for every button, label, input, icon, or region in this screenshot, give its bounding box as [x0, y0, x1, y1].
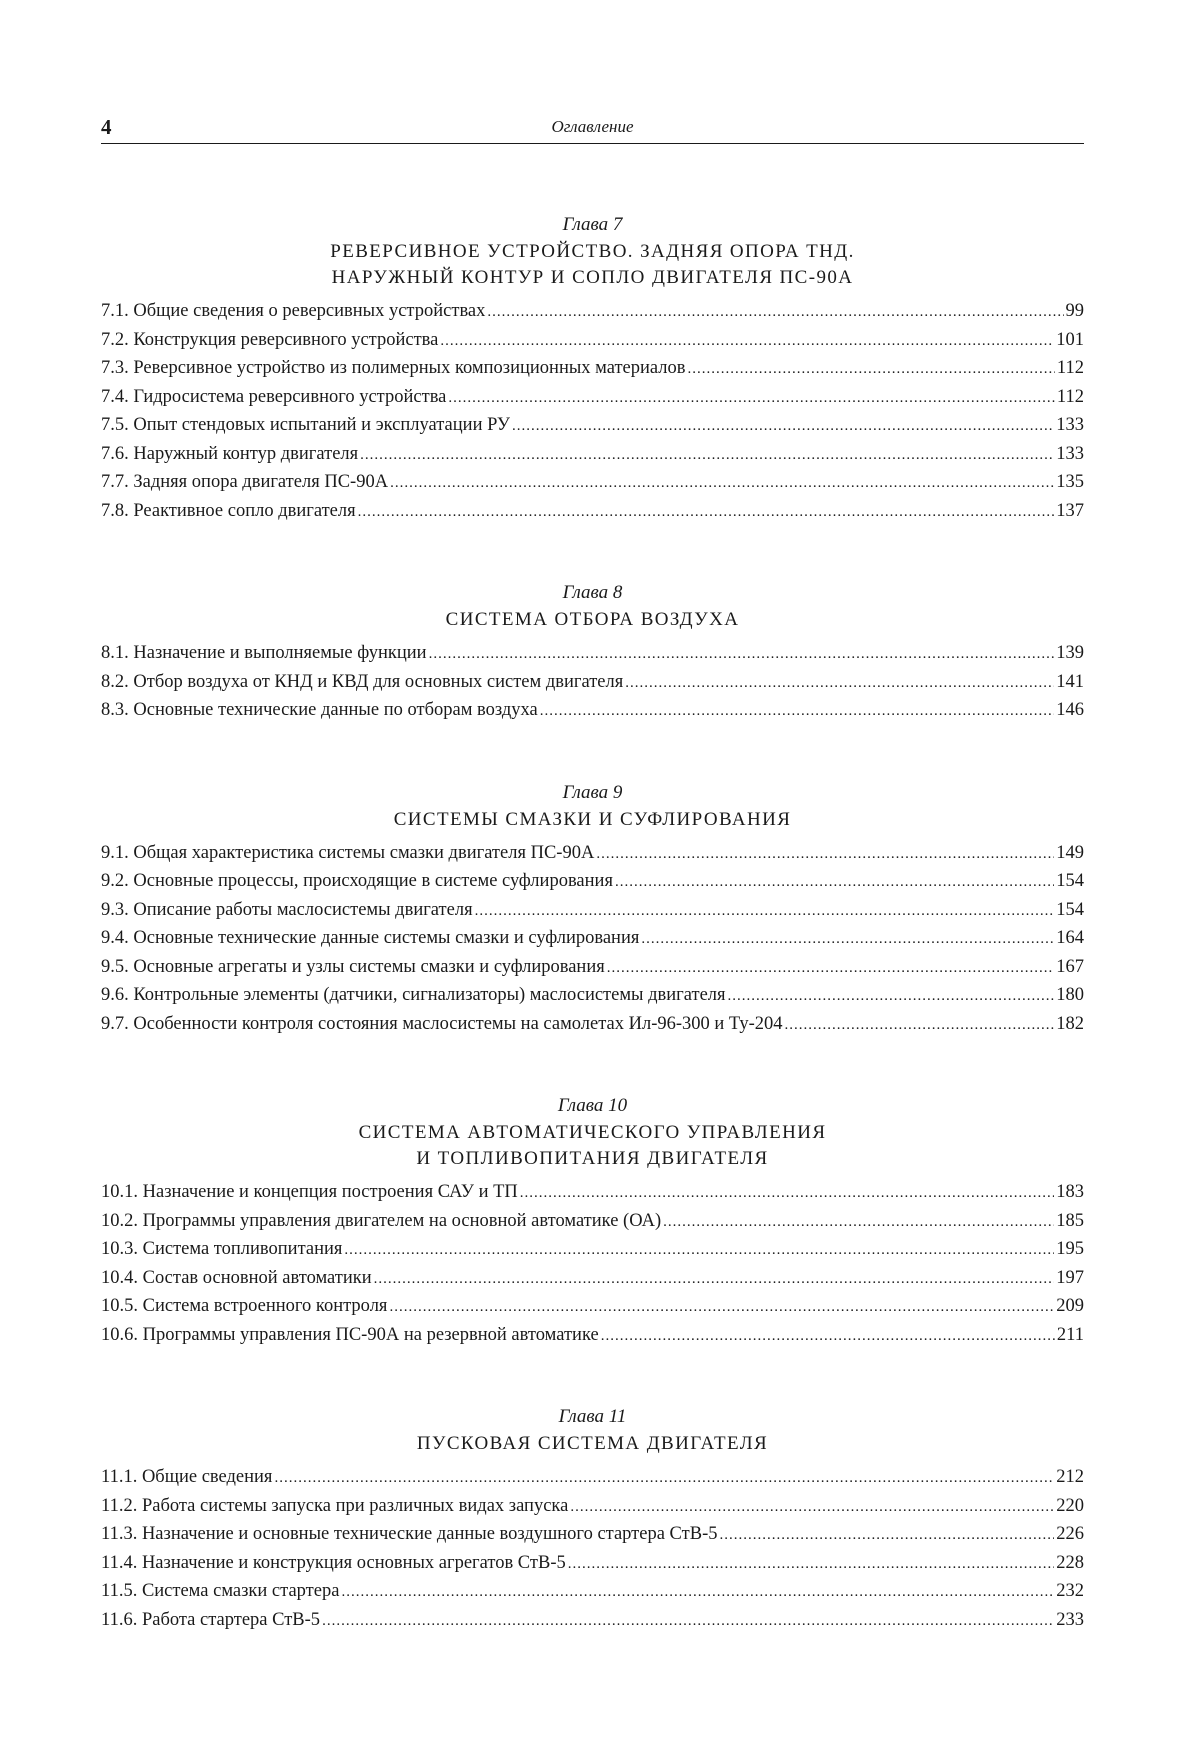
toc-entry-title: 10.4. Состав основной автоматики: [101, 1267, 372, 1288]
chapter-section: [101, 1405, 1084, 1635]
toc-entry-page: 212: [1056, 1467, 1084, 1487]
toc-entry-title: 8.1. Назначение и выполняемые функции: [101, 643, 427, 663]
dot-leader: [475, 897, 1055, 926]
chapter-label: Глава 9: [562, 781, 623, 803]
chapter-label: Глава 10: [557, 1095, 628, 1116]
chapter-label: Глава 7: [562, 214, 623, 235]
toc-entry-title: 7.1. Общие сведения о реверсивных устройствах: [101, 301, 486, 321]
dot-leader: [512, 412, 1054, 441]
toc-entry-title: 9.7. Особенности контроля состояния маслосистемы на самолетах Ил-96-300 и Ту-204: [101, 1013, 783, 1034]
page-header: [101, 113, 1084, 144]
dot-leader: [344, 1236, 1054, 1265]
dot-leader: [615, 868, 1054, 897]
chapter-title: [101, 239, 1084, 291]
dot-leader: [601, 1322, 1055, 1351]
toc-entry-title: 9.1. Общая характеристика системы смазки двигателя ПС-90А: [101, 842, 595, 863]
running-title: Оглавление: [551, 117, 634, 136]
dot-leader: [374, 1265, 1055, 1294]
chapter-section: [101, 581, 1084, 726]
toc-entry-page: 99: [1065, 301, 1084, 321]
toc-entry-page: 154: [1056, 899, 1084, 920]
dot-leader: [487, 298, 1063, 327]
toc-entry[interactable]: [101, 868, 1084, 897]
table-of-contents: [101, 213, 1084, 1690]
toc-entry[interactable]: [101, 1521, 1084, 1550]
toc-entry-title: 11.5. Система смазки стартера: [101, 1581, 340, 1601]
toc-entry-title: 9.4. Основные технические данные системы смазки и суфлирования: [101, 928, 640, 948]
toc-entry[interactable]: [101, 640, 1084, 669]
toc-entry[interactable]: [101, 1493, 1084, 1522]
toc-entry[interactable]: [101, 1208, 1084, 1237]
chapter-title-line: ПУСКОВАЯ СИСТЕМА ДВИГАТЕЛЯ: [416, 1433, 769, 1454]
chapter-section: [101, 781, 1084, 1040]
toc-entry[interactable]: [101, 384, 1084, 413]
toc-entry-title: 10.3. Система топливопитания: [101, 1239, 343, 1259]
chapter-title-line: СИСТЕМА ОТБОРА ВОЗДУХА: [445, 609, 740, 630]
dot-leader: [596, 840, 1054, 869]
toc-entry-title: 9.2. Основные процессы, происходящие в системе суфлирования: [101, 871, 613, 891]
toc-entry-page: 232: [1056, 1581, 1084, 1601]
chapter-title-line: СИСТЕМА АВТОМАТИЧЕСКОГО УПРАВЛЕНИЯ: [358, 1122, 827, 1143]
dot-leader: [540, 697, 1055, 726]
chapter-title: [101, 1120, 1084, 1172]
toc-entry-title: 9.5. Основные агрегаты и узлы системы смазки и суфлирования: [101, 956, 605, 977]
chapter-title-line: И ТОПЛИВОПИТАНИЯ ДВИГАТЕЛЯ: [416, 1148, 769, 1169]
toc-entry[interactable]: [101, 1265, 1084, 1294]
dot-leader: [570, 1493, 1054, 1522]
toc-entry-page: 133: [1056, 415, 1084, 435]
dot-leader: [568, 1550, 1055, 1579]
toc-entry-page: 185: [1056, 1210, 1084, 1231]
dot-leader: [688, 355, 1055, 384]
dot-leader: [607, 954, 1055, 983]
toc-entry-title: 11.2. Работа системы запуска при различных видах запуска: [101, 1495, 569, 1516]
toc-entry-title: 10.6. Программы управления ПС-90А на резервной автоматике: [101, 1324, 599, 1345]
toc-entry-page: 220: [1056, 1495, 1084, 1516]
toc-entry-page: 228: [1056, 1552, 1084, 1573]
chapter-title: [101, 607, 1084, 633]
dot-leader: [641, 925, 1054, 954]
chapter-section: [101, 1094, 1084, 1350]
toc-entry-title: 8.3. Основные технические данные по отборам воздуха: [101, 700, 538, 720]
toc-entry-page: 154: [1056, 871, 1084, 891]
toc-entry[interactable]: [101, 1322, 1084, 1351]
toc-entry-title: 7.4. Гидросистема реверсивного устройства: [101, 386, 447, 407]
dot-leader: [390, 469, 1054, 498]
dot-leader: [720, 1521, 1055, 1550]
toc-entry[interactable]: [101, 1578, 1084, 1607]
dot-leader: [389, 1293, 1054, 1322]
toc-entry-page: 139: [1056, 643, 1084, 663]
toc-entry-title: 11.4. Назначение и конструкция основных агрегатов СтВ-5: [101, 1552, 566, 1573]
dot-leader: [322, 1607, 1054, 1636]
toc-entry-page: 112: [1056, 386, 1084, 407]
toc-entry[interactable]: [101, 982, 1084, 1011]
toc-entry-page: 182: [1056, 1013, 1084, 1034]
toc-entry-title: 7.6. Наружный контур двигателя: [101, 443, 359, 464]
dot-leader: [358, 498, 1055, 527]
dot-leader: [274, 1464, 1054, 1493]
toc-entry[interactable]: [101, 1011, 1084, 1040]
toc-entry-page: 211: [1056, 1324, 1084, 1345]
toc-entry-title: 10.2. Программы управления двигателем на основной автоматике (ОА): [101, 1210, 662, 1231]
toc-entry-page: 137: [1056, 500, 1084, 521]
toc-entry[interactable]: [101, 441, 1084, 470]
toc-entry[interactable]: [101, 1179, 1084, 1208]
toc-entry-page: 146: [1056, 700, 1084, 720]
dot-leader: [448, 384, 1055, 413]
dot-leader: [625, 669, 1054, 698]
toc-entry-page: 135: [1056, 472, 1084, 492]
toc-entry-page: 149: [1056, 842, 1084, 863]
toc-entry[interactable]: [101, 954, 1084, 983]
toc-entry-title: 8.2. Отбор воздуха от КНД и КВД для основных систем двигателя: [101, 671, 624, 692]
toc-entry-title: 7.5. Опыт стендовых испытаний и эксплуатации РУ: [101, 415, 511, 435]
toc-entry-page: 183: [1056, 1182, 1084, 1202]
dot-leader: [728, 982, 1055, 1011]
toc-entry-title: 9.3. Описание работы маслосистемы двигателя: [101, 899, 473, 920]
dot-leader: [663, 1208, 1054, 1237]
toc-entry-title: 11.1. Общие сведения: [101, 1467, 273, 1487]
toc-entry[interactable]: [101, 498, 1084, 527]
toc-entry[interactable]: [101, 355, 1084, 384]
toc-entry[interactable]: [101, 840, 1084, 869]
toc-entry[interactable]: [101, 1550, 1084, 1579]
toc-entry-page: 209: [1056, 1296, 1084, 1316]
dot-leader: [440, 327, 1054, 356]
toc-entry[interactable]: [101, 897, 1084, 926]
toc-entry[interactable]: [101, 1464, 1084, 1493]
chapter-title-line: СИСТЕМЫ СМАЗКИ И СУФЛИРОВАНИЯ: [393, 808, 792, 830]
chapter-title-line: НАРУЖНЫЙ КОНТУР И СОПЛО ДВИГАТЕЛЯ ПС-90А: [331, 267, 854, 288]
toc-entry-page: 226: [1056, 1524, 1084, 1544]
toc-entry-title: 10.5. Система встроенного контроля: [101, 1296, 388, 1316]
dot-leader: [784, 1011, 1054, 1040]
toc-entry-page: 112: [1056, 358, 1084, 378]
toc-entry[interactable]: [101, 697, 1084, 726]
chapter-label: Глава 8: [562, 582, 623, 603]
toc-entry-page: 195: [1056, 1239, 1084, 1259]
toc-entry-title: 10.1. Назначение и концепция построения САУ и ТП: [101, 1182, 518, 1202]
page-number: 4: [101, 115, 112, 139]
chapter-section: [101, 213, 1084, 526]
toc-entry-page: 164: [1056, 928, 1084, 948]
toc-entry[interactable]: [101, 1236, 1084, 1265]
toc-entry-page: 233: [1056, 1609, 1084, 1630]
chapter-title: [101, 1431, 1084, 1457]
toc-entry-title: 7.2. Конструкция реверсивного устройства: [101, 329, 439, 350]
dot-leader: [341, 1578, 1054, 1607]
toc-entry-title: 11.3. Назначение и основные технические данные воздушного стартера СтВ-5: [101, 1524, 718, 1544]
toc-entry[interactable]: [101, 469, 1084, 498]
toc-entry-page: 167: [1056, 956, 1084, 977]
toc-entry[interactable]: [101, 1293, 1084, 1322]
toc-entry[interactable]: [101, 412, 1084, 441]
toc-entry-page: 141: [1056, 671, 1084, 692]
toc-entry[interactable]: [101, 327, 1084, 356]
toc-entry[interactable]: [101, 669, 1084, 698]
toc-entry-title: 11.6. Работа стартера СтВ-5: [101, 1609, 321, 1630]
toc-entry[interactable]: [101, 925, 1084, 954]
toc-entry[interactable]: [101, 298, 1084, 327]
toc-entry-page: 180: [1056, 985, 1084, 1005]
toc-entry-page: 197: [1056, 1267, 1084, 1288]
chapter-title: [101, 807, 1084, 833]
toc-entry-title: 7.8. Реактивное сопло двигателя: [101, 500, 356, 521]
toc-entry-title: 7.3. Реверсивное устройство из полимерных композиционных материалов: [101, 358, 686, 378]
dot-leader: [429, 640, 1055, 669]
toc-entry-title: 7.7. Задняя опора двигателя ПС-90А: [101, 472, 389, 492]
toc-entry-title: 9.6. Контрольные элементы (датчики, сигнализаторы) маслосистемы двигателя: [101, 985, 726, 1005]
chapter-label: Глава 11: [558, 1406, 627, 1427]
toc-entry[interactable]: [101, 1607, 1084, 1636]
dot-leader: [360, 441, 1054, 470]
chapter-title-line: РЕВЕРСИВНОЕ УСТРОЙСТВО. ЗАДНЯЯ ОПОРА ТНД.: [330, 241, 855, 262]
dot-leader: [520, 1179, 1054, 1208]
toc-entry-page: 101: [1056, 329, 1084, 350]
toc-entry-page: 133: [1056, 443, 1084, 464]
